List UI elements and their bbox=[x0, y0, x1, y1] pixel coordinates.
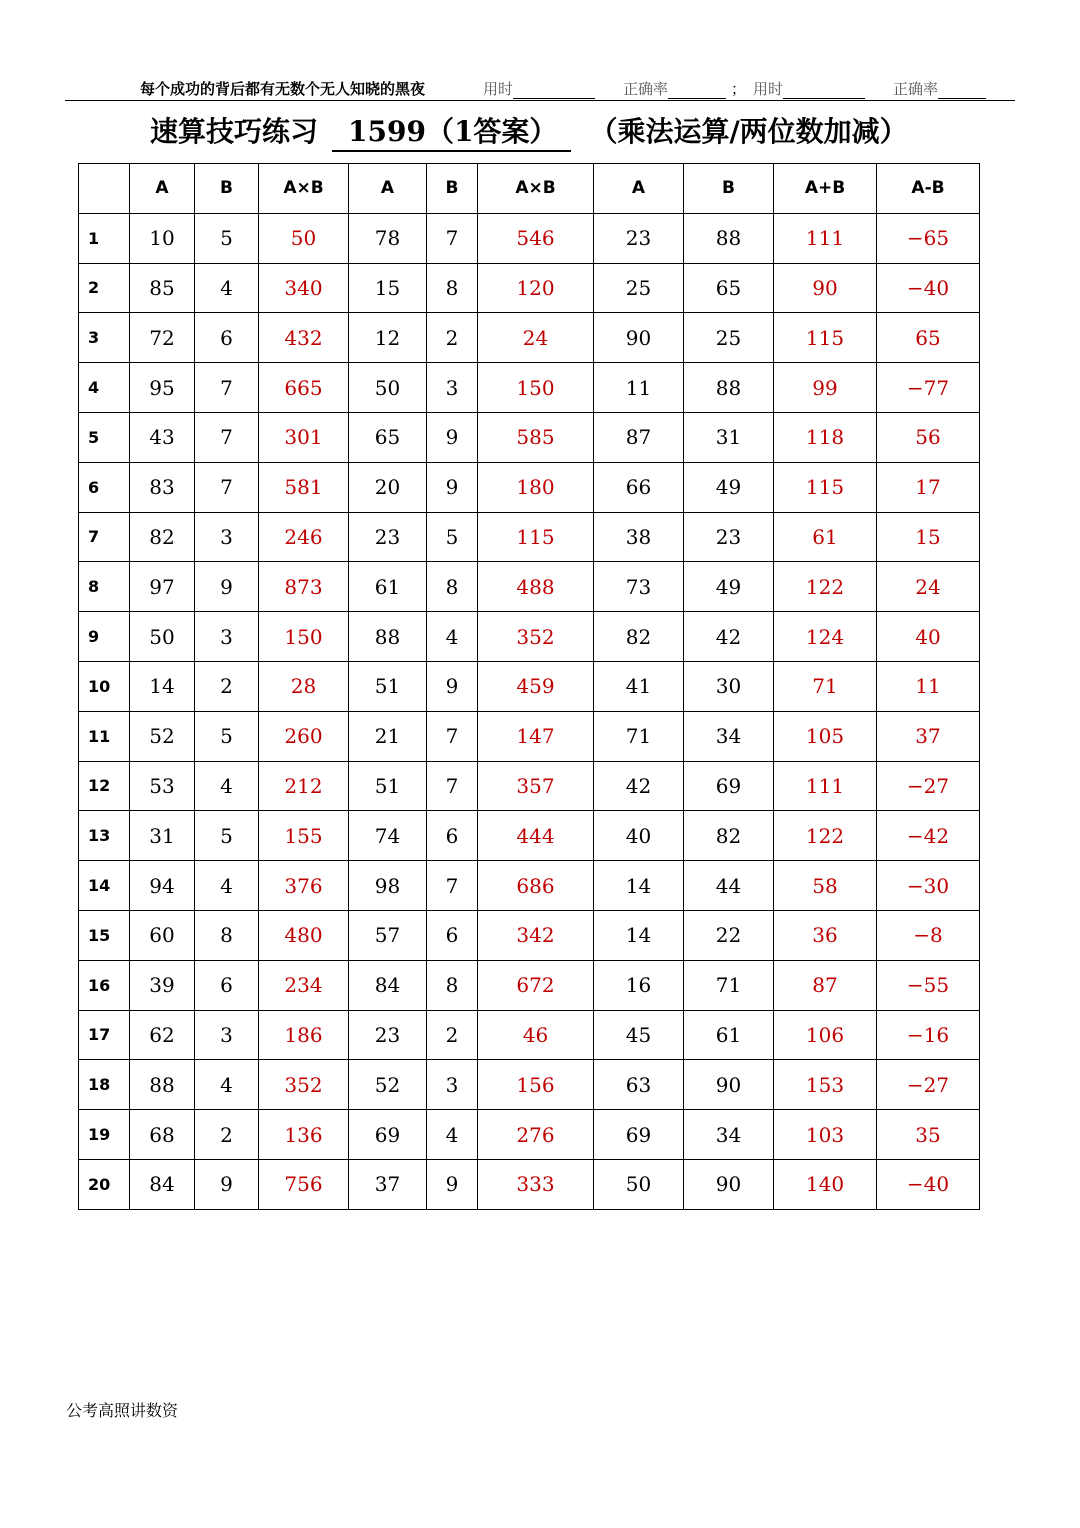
cell-sum3: 153 bbox=[774, 1060, 877, 1110]
cell-b1: 4 bbox=[195, 761, 259, 811]
cell-b3: 69 bbox=[684, 761, 774, 811]
cell-a3: 87 bbox=[594, 412, 684, 462]
cell-b3: 34 bbox=[684, 1110, 774, 1160]
header-product2: A×B bbox=[478, 164, 594, 214]
page-title bbox=[150, 110, 980, 152]
cell-index: 11 bbox=[79, 711, 130, 761]
cell-a2: 37 bbox=[349, 1159, 427, 1209]
cell-a1: 68 bbox=[130, 1110, 195, 1160]
cell-product2: 120 bbox=[478, 263, 594, 313]
header-b1: B bbox=[195, 164, 259, 214]
cell-product1: 756 bbox=[259, 1159, 349, 1209]
cell-index: 1 bbox=[79, 213, 130, 263]
cell-diff3: 17 bbox=[877, 462, 980, 512]
cell-a2: 21 bbox=[349, 711, 427, 761]
cell-b3: 82 bbox=[684, 811, 774, 861]
cell-a3: 63 bbox=[594, 1060, 684, 1110]
cell-a2: 84 bbox=[349, 960, 427, 1010]
cell-b2: 2 bbox=[427, 313, 478, 363]
cell-sum3: 103 bbox=[774, 1110, 877, 1160]
header-a3: A bbox=[594, 164, 684, 214]
table-row bbox=[79, 861, 980, 911]
cell-b2: 9 bbox=[427, 1159, 478, 1209]
cell-index: 7 bbox=[79, 512, 130, 562]
cell-sum3: 90 bbox=[774, 263, 877, 313]
cell-b2: 7 bbox=[427, 213, 478, 263]
cell-b1: 3 bbox=[195, 612, 259, 662]
cell-b1: 2 bbox=[195, 661, 259, 711]
cell-product1: 301 bbox=[259, 412, 349, 462]
cell-a3: 50 bbox=[594, 1159, 684, 1209]
title-suffix: （乘法运算/两位数加减） bbox=[589, 115, 908, 148]
cell-a1: 88 bbox=[130, 1060, 195, 1110]
cell-b2: 7 bbox=[427, 711, 478, 761]
cell-index: 3 bbox=[79, 313, 130, 363]
cell-b3: 42 bbox=[684, 612, 774, 662]
cell-index: 16 bbox=[79, 960, 130, 1010]
cell-product1: 136 bbox=[259, 1110, 349, 1160]
cell-b2: 6 bbox=[427, 811, 478, 861]
cell-a1: 84 bbox=[130, 1159, 195, 1209]
cell-b3: 61 bbox=[684, 1010, 774, 1060]
cell-diff3: −42 bbox=[877, 811, 980, 861]
cell-a1: 60 bbox=[130, 910, 195, 960]
cell-b2: 3 bbox=[427, 363, 478, 413]
table-row bbox=[79, 711, 980, 761]
cell-diff3: −77 bbox=[877, 363, 980, 413]
cell-a1: 94 bbox=[130, 861, 195, 911]
cell-index: 6 bbox=[79, 462, 130, 512]
cell-product1: 340 bbox=[259, 263, 349, 313]
table-row bbox=[79, 1110, 980, 1160]
table-row bbox=[79, 910, 980, 960]
cell-a2: 51 bbox=[349, 661, 427, 711]
page-header bbox=[65, 78, 1015, 101]
cell-b1: 9 bbox=[195, 1159, 259, 1209]
cell-sum3: 58 bbox=[774, 861, 877, 911]
cell-b3: 31 bbox=[684, 412, 774, 462]
cell-b3: 90 bbox=[684, 1060, 774, 1110]
cell-product2: 444 bbox=[478, 811, 594, 861]
table-row bbox=[79, 313, 980, 363]
cell-index: 4 bbox=[79, 363, 130, 413]
cell-b3: 34 bbox=[684, 711, 774, 761]
cell-product2: 357 bbox=[478, 761, 594, 811]
cell-diff3: −55 bbox=[877, 960, 980, 1010]
cell-a3: 82 bbox=[594, 612, 684, 662]
header-b2: B bbox=[427, 164, 478, 214]
cell-product2: 46 bbox=[478, 1010, 594, 1060]
cell-b3: 25 bbox=[684, 313, 774, 363]
cell-b3: 44 bbox=[684, 861, 774, 911]
table-row bbox=[79, 612, 980, 662]
cell-sum3: 36 bbox=[774, 910, 877, 960]
cell-b1: 9 bbox=[195, 562, 259, 612]
cell-a1: 85 bbox=[130, 263, 195, 313]
table-body bbox=[79, 213, 980, 1209]
title-prefix: 速算技巧练习 bbox=[150, 115, 319, 148]
cell-b2: 5 bbox=[427, 512, 478, 562]
table-row bbox=[79, 512, 980, 562]
cell-product1: 212 bbox=[259, 761, 349, 811]
cell-b1: 4 bbox=[195, 1060, 259, 1110]
cell-b2: 8 bbox=[427, 562, 478, 612]
cell-a1: 31 bbox=[130, 811, 195, 861]
cell-b2: 7 bbox=[427, 761, 478, 811]
table-row bbox=[79, 213, 980, 263]
cell-b3: 30 bbox=[684, 661, 774, 711]
cell-a3: 11 bbox=[594, 363, 684, 413]
cell-index: 14 bbox=[79, 861, 130, 911]
cell-a3: 66 bbox=[594, 462, 684, 512]
cell-b2: 9 bbox=[427, 412, 478, 462]
cell-product2: 352 bbox=[478, 612, 594, 662]
cell-sum3: 111 bbox=[774, 761, 877, 811]
cell-product1: 480 bbox=[259, 910, 349, 960]
cell-product1: 28 bbox=[259, 661, 349, 711]
cell-product2: 24 bbox=[478, 313, 594, 363]
cell-b3: 88 bbox=[684, 363, 774, 413]
cell-a3: 40 bbox=[594, 811, 684, 861]
cell-a1: 50 bbox=[130, 612, 195, 662]
cell-b1: 6 bbox=[195, 960, 259, 1010]
cell-b2: 2 bbox=[427, 1010, 478, 1060]
cell-sum3: 105 bbox=[774, 711, 877, 761]
cell-a1: 14 bbox=[130, 661, 195, 711]
cell-b3: 49 bbox=[684, 462, 774, 512]
cell-b2: 3 bbox=[427, 1060, 478, 1110]
table-row bbox=[79, 1010, 980, 1060]
table-row bbox=[79, 960, 980, 1010]
cell-product1: 376 bbox=[259, 861, 349, 911]
cell-diff3: −27 bbox=[877, 761, 980, 811]
cell-sum3: 115 bbox=[774, 462, 877, 512]
cell-b1: 4 bbox=[195, 861, 259, 911]
cell-b1: 3 bbox=[195, 512, 259, 562]
cell-a3: 14 bbox=[594, 910, 684, 960]
cell-sum3: 87 bbox=[774, 960, 877, 1010]
accuracy-blank-1[interactable] bbox=[668, 84, 726, 99]
cell-a2: 69 bbox=[349, 1110, 427, 1160]
table-row bbox=[79, 811, 980, 861]
cell-sum3: 118 bbox=[774, 412, 877, 462]
cell-sum3: 124 bbox=[774, 612, 877, 662]
footer-text: 公考高照讲数资 bbox=[66, 1401, 179, 1420]
cell-b1: 3 bbox=[195, 1010, 259, 1060]
time-blank-1[interactable] bbox=[513, 84, 595, 99]
time-blank-2[interactable] bbox=[783, 84, 865, 99]
cell-b1: 8 bbox=[195, 910, 259, 960]
header-b3: B bbox=[684, 164, 774, 214]
cell-a3: 45 bbox=[594, 1010, 684, 1060]
cell-a1: 10 bbox=[130, 213, 195, 263]
cell-index: 15 bbox=[79, 910, 130, 960]
cell-diff3: 15 bbox=[877, 512, 980, 562]
cell-b1: 7 bbox=[195, 412, 259, 462]
cell-product2: 672 bbox=[478, 960, 594, 1010]
cell-index: 18 bbox=[79, 1060, 130, 1110]
cell-b1: 6 bbox=[195, 313, 259, 363]
cell-b1: 5 bbox=[195, 811, 259, 861]
cell-product1: 186 bbox=[259, 1010, 349, 1060]
cell-product2: 546 bbox=[478, 213, 594, 263]
cell-index: 9 bbox=[79, 612, 130, 662]
cell-diff3: 35 bbox=[877, 1110, 980, 1160]
cell-b1: 7 bbox=[195, 462, 259, 512]
cell-b2: 9 bbox=[427, 462, 478, 512]
cell-b2: 8 bbox=[427, 263, 478, 313]
table-row bbox=[79, 412, 980, 462]
cell-product2: 488 bbox=[478, 562, 594, 612]
cell-product1: 432 bbox=[259, 313, 349, 363]
table-row bbox=[79, 363, 980, 413]
cell-product1: 873 bbox=[259, 562, 349, 612]
cell-a3: 69 bbox=[594, 1110, 684, 1160]
cell-a3: 16 bbox=[594, 960, 684, 1010]
cell-sum3: 61 bbox=[774, 512, 877, 562]
cell-b1: 4 bbox=[195, 263, 259, 313]
cell-sum3: 140 bbox=[774, 1159, 877, 1209]
cell-b3: 71 bbox=[684, 960, 774, 1010]
cell-a2: 52 bbox=[349, 1060, 427, 1110]
cell-index: 5 bbox=[79, 412, 130, 462]
cell-a3: 23 bbox=[594, 213, 684, 263]
cell-b3: 88 bbox=[684, 213, 774, 263]
cell-product1: 234 bbox=[259, 960, 349, 1010]
cell-a2: 57 bbox=[349, 910, 427, 960]
cell-a3: 42 bbox=[594, 761, 684, 811]
cell-sum3: 122 bbox=[774, 811, 877, 861]
cell-diff3: −27 bbox=[877, 1060, 980, 1110]
header-diff3: A-B bbox=[877, 164, 980, 214]
cell-a2: 98 bbox=[349, 861, 427, 911]
cell-product2: 147 bbox=[478, 711, 594, 761]
cell-product2: 156 bbox=[478, 1060, 594, 1110]
cell-index: 8 bbox=[79, 562, 130, 612]
cell-a3: 41 bbox=[594, 661, 684, 711]
cell-b2: 4 bbox=[427, 1110, 478, 1160]
cell-a2: 65 bbox=[349, 412, 427, 462]
cell-a2: 50 bbox=[349, 363, 427, 413]
cell-product1: 246 bbox=[259, 512, 349, 562]
cell-diff3: 37 bbox=[877, 711, 980, 761]
cell-a2: 20 bbox=[349, 462, 427, 512]
cell-product2: 686 bbox=[478, 861, 594, 911]
cell-a1: 97 bbox=[130, 562, 195, 612]
cell-a1: 82 bbox=[130, 512, 195, 562]
cell-sum3: 99 bbox=[774, 363, 877, 413]
cell-product1: 155 bbox=[259, 811, 349, 861]
cell-index: 13 bbox=[79, 811, 130, 861]
cell-sum3: 111 bbox=[774, 213, 877, 263]
cell-diff3: −40 bbox=[877, 1159, 980, 1209]
accuracy-label-1: 正确率 bbox=[623, 80, 669, 98]
cell-index: 12 bbox=[79, 761, 130, 811]
cell-product2: 585 bbox=[478, 412, 594, 462]
table-header-row bbox=[79, 164, 980, 214]
table-row bbox=[79, 1159, 980, 1209]
cell-product1: 665 bbox=[259, 363, 349, 413]
cell-a2: 15 bbox=[349, 263, 427, 313]
cell-diff3: −40 bbox=[877, 263, 980, 313]
table-row bbox=[79, 661, 980, 711]
header-index bbox=[79, 164, 130, 214]
cell-diff3: 24 bbox=[877, 562, 980, 612]
cell-b2: 4 bbox=[427, 612, 478, 662]
header-a2: A bbox=[349, 164, 427, 214]
accuracy-label-2: 正确率 bbox=[893, 80, 939, 98]
table-row bbox=[79, 1060, 980, 1110]
cell-sum3: 106 bbox=[774, 1010, 877, 1060]
cell-diff3: 11 bbox=[877, 661, 980, 711]
cell-a3: 71 bbox=[594, 711, 684, 761]
cell-index: 2 bbox=[79, 263, 130, 313]
cell-diff3: −65 bbox=[877, 213, 980, 263]
cell-index: 10 bbox=[79, 661, 130, 711]
cell-b1: 5 bbox=[195, 213, 259, 263]
accuracy-blank-2[interactable] bbox=[938, 84, 986, 99]
cell-product2: 459 bbox=[478, 661, 594, 711]
cell-diff3: −30 bbox=[877, 861, 980, 911]
cell-sum3: 71 bbox=[774, 661, 877, 711]
cell-a2: 88 bbox=[349, 612, 427, 662]
header-product1: A×B bbox=[259, 164, 349, 214]
cell-b1: 5 bbox=[195, 711, 259, 761]
cell-a2: 61 bbox=[349, 562, 427, 612]
cell-diff3: 65 bbox=[877, 313, 980, 363]
cell-product2: 276 bbox=[478, 1110, 594, 1160]
cell-b1: 7 bbox=[195, 363, 259, 413]
cell-a2: 12 bbox=[349, 313, 427, 363]
cell-product1: 581 bbox=[259, 462, 349, 512]
cell-a3: 25 bbox=[594, 263, 684, 313]
cell-b3: 65 bbox=[684, 263, 774, 313]
cell-index: 17 bbox=[79, 1010, 130, 1060]
time-field-2 bbox=[753, 78, 865, 99]
cell-b3: 22 bbox=[684, 910, 774, 960]
cell-product2: 333 bbox=[478, 1159, 594, 1209]
cell-product2: 342 bbox=[478, 910, 594, 960]
table-row bbox=[79, 761, 980, 811]
cell-diff3: 40 bbox=[877, 612, 980, 662]
cell-b1: 2 bbox=[195, 1110, 259, 1160]
cell-a1: 83 bbox=[130, 462, 195, 512]
cell-product2: 180 bbox=[478, 462, 594, 512]
cell-product1: 352 bbox=[259, 1060, 349, 1110]
practice-table bbox=[78, 163, 980, 1210]
cell-product2: 150 bbox=[478, 363, 594, 413]
cell-sum3: 115 bbox=[774, 313, 877, 363]
cell-a1: 39 bbox=[130, 960, 195, 1010]
cell-a1: 95 bbox=[130, 363, 195, 413]
cell-diff3: 56 bbox=[877, 412, 980, 462]
cell-a1: 72 bbox=[130, 313, 195, 363]
cell-a2: 23 bbox=[349, 1010, 427, 1060]
cell-a3: 90 bbox=[594, 313, 684, 363]
cell-a2: 23 bbox=[349, 512, 427, 562]
accuracy-field-1 bbox=[623, 78, 726, 99]
table-row bbox=[79, 562, 980, 612]
cell-b3: 90 bbox=[684, 1159, 774, 1209]
cell-b3: 49 bbox=[684, 562, 774, 612]
cell-b2: 9 bbox=[427, 661, 478, 711]
cell-a1: 43 bbox=[130, 412, 195, 462]
title-code: 1599（1答案） bbox=[332, 110, 571, 152]
cell-b2: 6 bbox=[427, 910, 478, 960]
table-row bbox=[79, 462, 980, 512]
cell-b3: 23 bbox=[684, 512, 774, 562]
time-label-1: 用时 bbox=[483, 80, 514, 98]
cell-product1: 150 bbox=[259, 612, 349, 662]
cell-product2: 115 bbox=[478, 512, 594, 562]
table-row bbox=[79, 263, 980, 313]
cell-a1: 52 bbox=[130, 711, 195, 761]
cell-a2: 51 bbox=[349, 761, 427, 811]
cell-a3: 73 bbox=[594, 562, 684, 612]
cell-a1: 62 bbox=[130, 1010, 195, 1060]
cell-b2: 7 bbox=[427, 861, 478, 911]
header-a1: A bbox=[130, 164, 195, 214]
cell-diff3: −8 bbox=[877, 910, 980, 960]
cell-product1: 260 bbox=[259, 711, 349, 761]
separator-text: ； bbox=[731, 80, 747, 98]
cell-index: 19 bbox=[79, 1110, 130, 1160]
accuracy-field-2 bbox=[893, 78, 986, 99]
cell-sum3: 122 bbox=[774, 562, 877, 612]
time-label-2: 用时 bbox=[753, 80, 784, 98]
cell-a3: 38 bbox=[594, 512, 684, 562]
motto-text: 每个成功的背后都有无数个无人知晓的黑夜 bbox=[140, 80, 426, 98]
cell-a3: 14 bbox=[594, 861, 684, 911]
cell-diff3: −16 bbox=[877, 1010, 980, 1060]
cell-product1: 50 bbox=[259, 213, 349, 263]
cell-index: 20 bbox=[79, 1159, 130, 1209]
cell-a1: 53 bbox=[130, 761, 195, 811]
cell-b2: 8 bbox=[427, 960, 478, 1010]
time-field-1 bbox=[483, 78, 595, 99]
header-sum3: A+B bbox=[774, 164, 877, 214]
cell-a2: 78 bbox=[349, 213, 427, 263]
cell-a2: 74 bbox=[349, 811, 427, 861]
